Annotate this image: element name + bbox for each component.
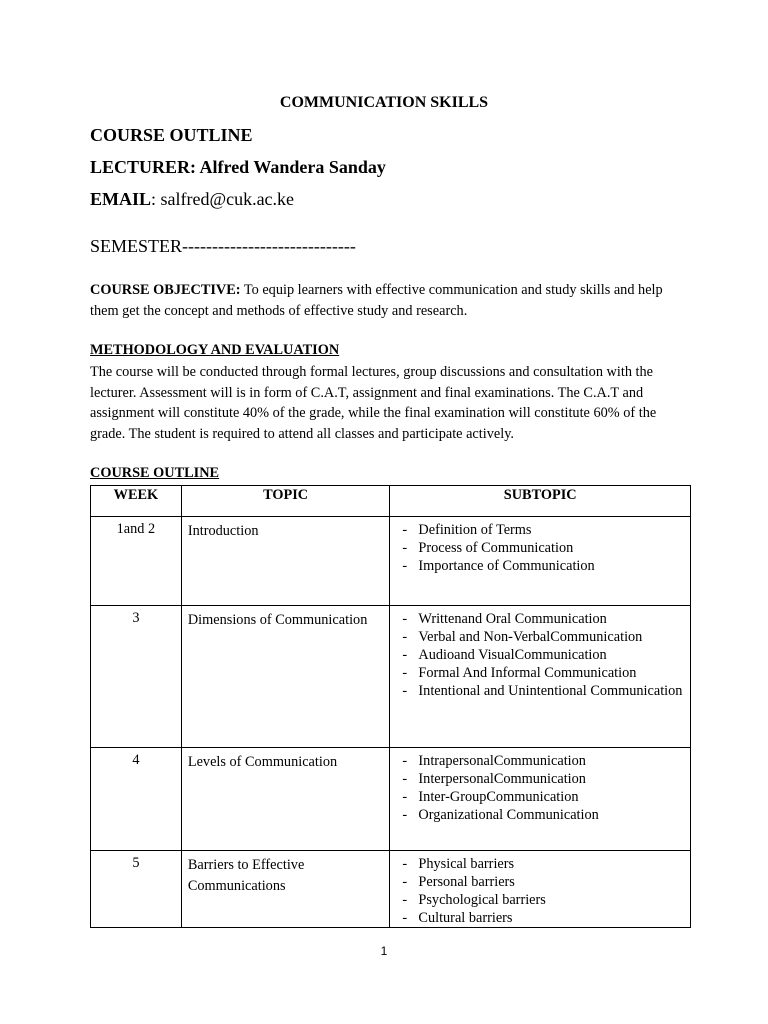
email-value: salfred@cuk.ac.ke — [160, 189, 295, 209]
semester-line: SEMESTER----------------------------- — [90, 236, 356, 256]
subtopic-item: - Intentional and Unintentional Communication — [418, 682, 684, 700]
subtopic-item: - Formal And Informal Communication — [418, 664, 684, 682]
topic-cell: Levels of Communication — [181, 748, 390, 851]
subtopic-item: - Personal barriers — [418, 873, 684, 891]
subtopic-item: - Psychological barriers — [418, 891, 684, 909]
column-header-subtopic: SUBTOPIC — [390, 486, 691, 517]
page-number: 1 — [380, 944, 388, 958]
subtopic-item: - Importance of Communication — [418, 557, 684, 575]
course-outline-heading: COURSE OUTLINE — [90, 125, 253, 145]
lecturer-name: Alfred Wandera Sanday — [199, 157, 386, 177]
methodology-heading: METHODOLOGY AND EVALUATION — [90, 342, 340, 358]
table-row — [91, 606, 691, 748]
email-label: EMAIL — [90, 189, 152, 209]
table-row — [91, 851, 691, 928]
table-header-row — [91, 486, 691, 517]
table-row — [91, 517, 691, 606]
table-row — [91, 748, 691, 851]
email-line — [90, 189, 294, 210]
subtopic-cell — [390, 606, 691, 748]
outline-table-heading: COURSE OUTLINE — [90, 465, 220, 481]
subtopic-cell — [390, 517, 691, 606]
week-cell: 5 — [91, 851, 182, 928]
methodology-text: The course will be conducted through formal lectures, group discussions and consultation with the lecturer. Assessment will is in form of C.A.T, assignment and final examinations. The C.A.T and assignment will constitute 40% of the grade, while the final examination will constitute 60% of the grade. The student is required to attend all classes and participate actively. — [90, 364, 657, 442]
subtopic-item: - Audioand VisualCommunication — [418, 646, 684, 664]
subtopic-item: - Process of Communication — [418, 539, 684, 557]
lecturer-label: LECTURER: — [90, 157, 197, 177]
subtopic-cell — [390, 851, 691, 928]
subtopic-item: - Organizational Communication — [418, 806, 684, 824]
subtopic-item: - Physical barriers — [418, 855, 684, 873]
subtopic-cell — [390, 748, 691, 851]
topic-cell: Dimensions of Communication — [181, 606, 390, 748]
course-objective — [90, 280, 690, 321]
objective-label: COURSE OBJECTIVE: — [90, 282, 241, 298]
week-cell: 4 — [91, 748, 182, 851]
week-cell: 3 — [91, 606, 182, 748]
lecturer-line — [90, 157, 386, 178]
subtopic-item: - Writtenand Oral Communication — [418, 610, 684, 628]
column-header-topic: TOPIC — [181, 486, 390, 517]
subtopic-item: - Verbal and Non-VerbalCommunication — [418, 628, 684, 646]
subtopic-item: - Inter-GroupCommunication — [418, 788, 684, 806]
topic-cell: Introduction — [181, 517, 390, 606]
column-header-week: WEEK — [91, 486, 182, 517]
week-cell: 1and 2 — [91, 517, 182, 606]
document-title: COMMUNICATION SKILLS — [279, 94, 489, 111]
email-separator: : — [151, 189, 157, 209]
topic-cell: Barriers to Effective Communications — [181, 851, 390, 928]
subtopic-item: - Cultural barriers — [418, 909, 684, 927]
course-outline-table — [90, 485, 691, 928]
subtopic-item: - InterpersonalCommunication — [418, 770, 684, 788]
subtopic-item: - IntrapersonalCommunication — [418, 752, 684, 770]
subtopic-item: - Definition of Terms — [418, 521, 684, 539]
objective-text: To equip learners with effective communication and study skills and help them get the concept and methods of effective study and research. — [90, 282, 663, 319]
